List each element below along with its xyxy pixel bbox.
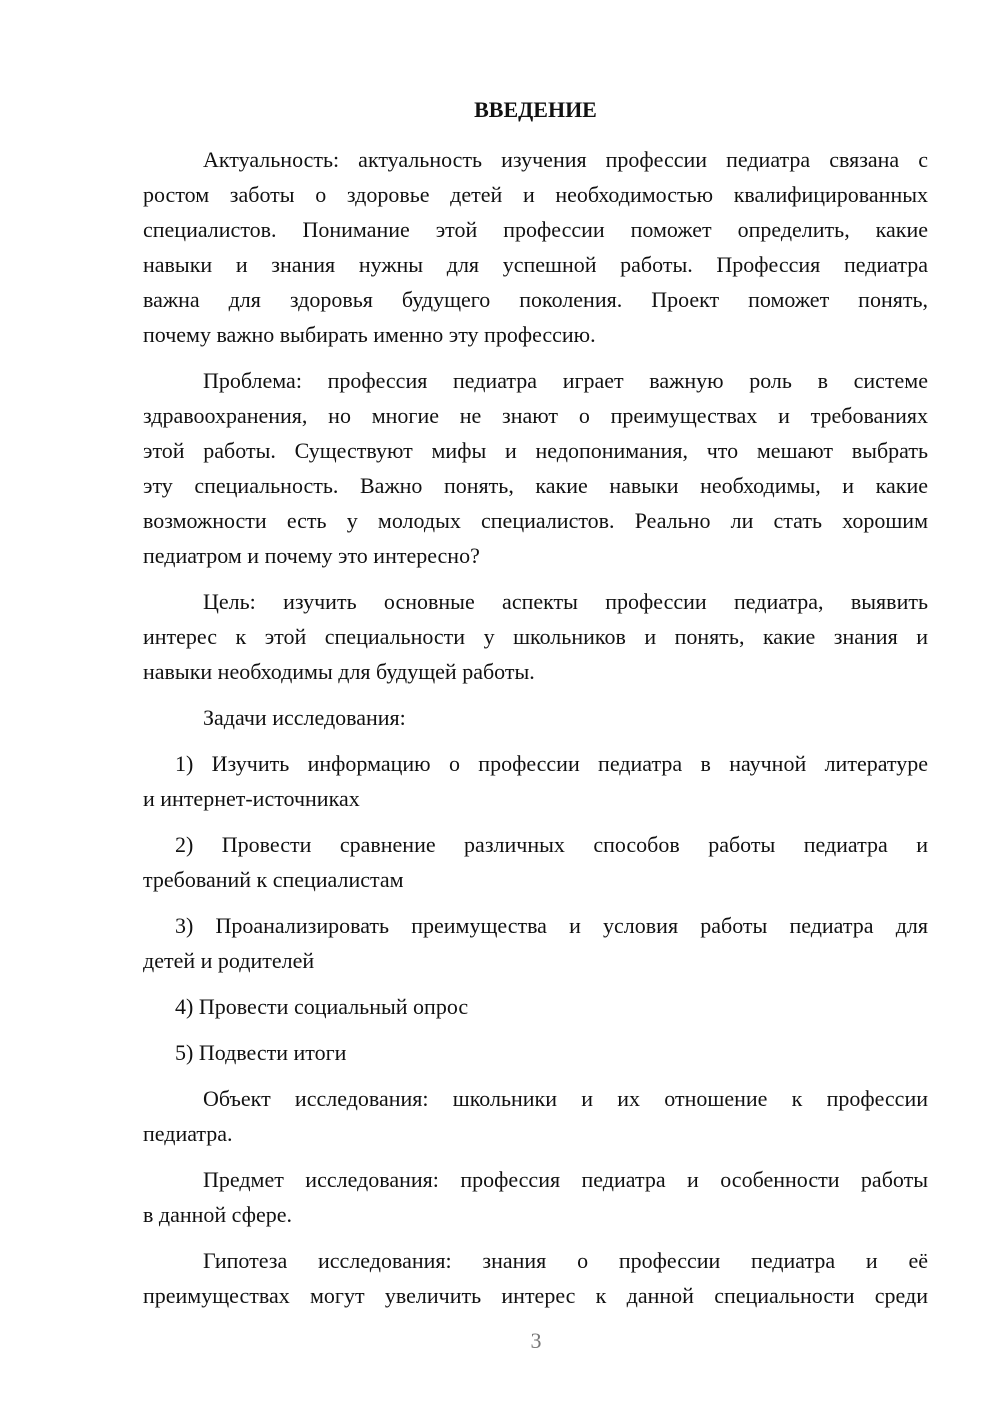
text-line: этой работы. Существуют мифы и недопонимания, что мешают выбрать bbox=[143, 438, 928, 463]
text-line: Проблема: профессия педиатра играет важную роль в системе bbox=[203, 368, 928, 393]
text-line: и интернет-источниках bbox=[143, 786, 360, 811]
text-line: Цель: изучить основные аспекты профессии педиатра, выявить bbox=[203, 589, 928, 614]
text-line: навыки и знания нужны для успешной работы. Профессия педиатра bbox=[143, 252, 928, 277]
text-line: ростом заботы о здоровье детей и необходимостью квалифицированных bbox=[143, 182, 928, 207]
text-line: возможности есть у молодых специалистов. Реально ли стать хорошим bbox=[143, 508, 928, 533]
page-number: 3 bbox=[530, 1328, 542, 1353]
text-line: интерес к этой специальности у школьников и понять, какие знания и bbox=[143, 624, 928, 649]
paragraph bbox=[143, 700, 928, 735]
text-line: 4) Провести социальный опрос bbox=[175, 994, 469, 1019]
page-title: ВВЕДЕНИЕ bbox=[474, 97, 597, 122]
paragraph bbox=[143, 363, 928, 573]
text-line: Объект исследования: школьники и их отношение к профессии bbox=[203, 1086, 928, 1111]
text-line: здравоохранения, но многие не знают о преимуществах и требованиях bbox=[143, 403, 928, 428]
text-line: 2) Провести сравнение различных способов работы педиатра и bbox=[175, 832, 928, 857]
text-line: эту специальность. Важно понять, какие навыки необходимы, и какие bbox=[143, 473, 928, 498]
text-line: преимуществах могут увеличить интерес к данной специальности среди bbox=[143, 1283, 928, 1308]
list-item bbox=[143, 989, 928, 1024]
list-item bbox=[143, 746, 928, 816]
text-line: педиатра. bbox=[143, 1121, 233, 1146]
paragraph bbox=[143, 1081, 928, 1151]
text-line: Гипотеза исследования: знания о профессии педиатра и её bbox=[203, 1248, 928, 1273]
paragraph bbox=[143, 1162, 928, 1232]
list-item bbox=[143, 827, 928, 897]
list-item bbox=[143, 1035, 928, 1070]
text-line: Задачи исследования: bbox=[203, 705, 406, 730]
text-line: важна для здоровья будущего поколения. Проект поможет понять, bbox=[143, 287, 928, 312]
paragraph bbox=[143, 1243, 928, 1313]
text-line: педиатром и почему это интересно? bbox=[143, 543, 480, 568]
text-line: в данной сфере. bbox=[143, 1202, 292, 1227]
paragraph bbox=[143, 584, 928, 689]
text-line: требований к специалистам bbox=[143, 867, 404, 892]
text-line: Актуальность: актуальность изучения профессии педиатра связана с bbox=[203, 147, 928, 172]
text-line: навыки необходимы для будущей работы. bbox=[143, 659, 535, 684]
text-line: 1) Изучить информацию о профессии педиатра в научной литературе bbox=[175, 751, 928, 776]
text-line: Предмет исследования: профессия педиатра и особенности работы bbox=[203, 1167, 928, 1192]
text-line: почему важно выбирать именно эту профессию. bbox=[143, 322, 596, 347]
document-body bbox=[143, 142, 928, 1324]
paragraph bbox=[143, 142, 928, 352]
text-line: 5) Подвести итоги bbox=[175, 1040, 347, 1065]
text-line: детей и родителей bbox=[143, 948, 315, 973]
list-item bbox=[143, 908, 928, 978]
text-line: специалистов. Понимание этой профессии поможет определить, какие bbox=[143, 217, 928, 242]
text-line: 3) Проанализировать преимущества и условия работы педиатра для bbox=[175, 913, 928, 938]
